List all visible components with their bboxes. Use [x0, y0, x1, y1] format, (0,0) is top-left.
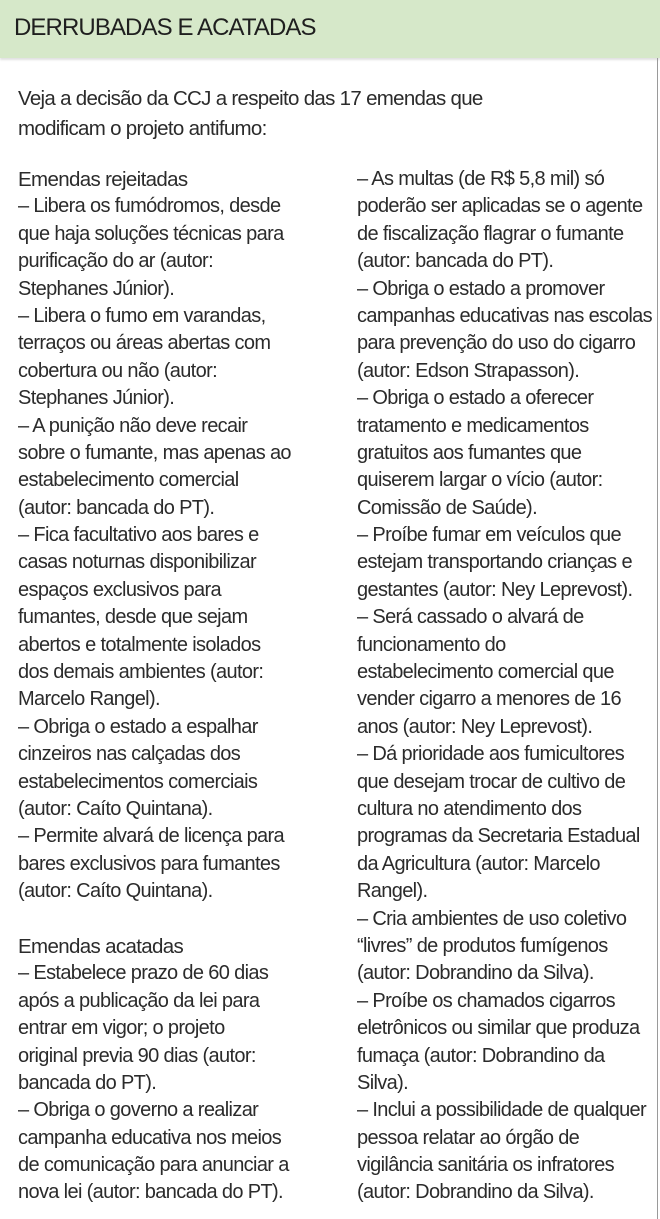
amendment-line: gestantes (autor: Ney Leprevost).	[357, 578, 633, 601]
amendment-line: – Obriga o estado a oferecer	[357, 387, 594, 410]
amendment-line: poderão ser aplicadas se o agente	[357, 195, 643, 218]
amendment-line: Rangel).	[357, 880, 428, 903]
amendment-line: (autor: Caíto Quintana).	[18, 880, 213, 903]
amendment-line: (autor: bancada do PT).	[18, 496, 215, 519]
amendment-item	[18, 823, 348, 905]
rejected-heading: Emendas rejeitadas	[18, 168, 188, 191]
amendment-line: terraços ou áreas abertas com	[18, 332, 271, 355]
amendment-line: – Fica facultativo aos bares e	[18, 524, 259, 547]
amendment-item	[18, 714, 348, 824]
amendment-line: – Inclui a possibilidade de qualquer	[357, 1099, 647, 1122]
amendment-line: – Cria ambientes de uso coletivo	[357, 907, 627, 930]
amendment-item	[357, 276, 660, 386]
amendment-item	[357, 166, 660, 276]
amendment-item	[357, 522, 660, 604]
amendment-line: vigilância sanitária os infratores	[357, 1154, 614, 1177]
spacer	[18, 906, 348, 933]
amendment-line: bancada do PT).	[18, 1071, 157, 1094]
amendment-line: – Obriga o estado a promover	[357, 277, 605, 300]
amendment-line: (autor: Dobrandino da Silva).	[357, 1181, 594, 1204]
amendment-line: de fiscalização flagrar o fumante	[357, 222, 624, 245]
amendment-line: estejam transportando crianças e	[357, 551, 632, 574]
amendment-line: Marcelo Rangel).	[18, 688, 160, 711]
amendment-line: vender cigarro a menores de 16	[357, 688, 621, 711]
accepted-list-left	[18, 960, 348, 1207]
amendment-line: entrar em vigor; o projeto	[18, 1017, 225, 1040]
amendment-line: após a publicação da lei para	[18, 989, 260, 1012]
amendment-line: dos demais ambientes (autor:	[18, 661, 264, 684]
amendment-line: – Dá prioridade aos fumicultores	[357, 743, 625, 766]
amendment-line: estabelecimentos comerciais	[18, 770, 258, 793]
amendment-line: cobertura ou não (autor:	[18, 359, 217, 382]
amendment-line: da Agricultura (autor: Marcelo	[357, 852, 600, 875]
section-header	[0, 0, 660, 58]
amendment-line: Comissão de Saúde).	[357, 496, 537, 519]
amendment-line: de comunicação para anunciar a	[18, 1154, 289, 1177]
amendment-item	[357, 385, 660, 522]
amendment-line: para prevenção do uso do cigarro	[357, 332, 636, 355]
right-column	[357, 166, 660, 1207]
amendment-line: – As multas (de R$ 5,8 mil) só	[357, 168, 605, 190]
amendment-line: fumantes, desde que sejam	[18, 606, 248, 629]
amendment-item	[18, 303, 348, 413]
amendment-line: que desejam trocar de cultivo de	[357, 770, 626, 793]
amendment-line: – Proíbe fumar em veículos que	[357, 524, 621, 547]
amendment-line: anos (autor: Ney Leprevost).	[357, 715, 593, 738]
amendment-item	[18, 960, 348, 1097]
amendment-line: estabelecimento comercial	[18, 469, 239, 492]
amendment-line: abertos e totalmente isolados	[18, 633, 261, 656]
accepted-heading: Emendas acatadas	[18, 934, 184, 958]
amendment-item	[357, 988, 660, 1098]
amendment-line: – Obriga o governo a realizar	[18, 1099, 259, 1122]
amendment-line: quiserem largar o vício (autor:	[357, 469, 603, 492]
amendment-line: estabelecimento comercial que	[357, 661, 614, 684]
amendment-item	[18, 193, 348, 303]
amendment-item	[357, 906, 660, 988]
amendment-line: Silva).	[357, 1071, 409, 1094]
amendment-line: (autor: Dobrandino da Silva).	[357, 962, 594, 985]
amendment-line: casas noturnas disponibilizar	[18, 551, 256, 574]
accepted-list-right	[357, 166, 660, 1207]
amendment-item	[18, 522, 348, 714]
amendment-line: bares exclusivos para fumantes	[18, 852, 280, 875]
amendment-line: eletrônicos ou similar que produza	[357, 1017, 640, 1040]
box-title: DERRUBADAS E ACATADAS	[14, 14, 316, 41]
left-column	[18, 166, 348, 1207]
amendment-item	[357, 604, 660, 741]
amendment-line: tratamento e medicamentos	[357, 414, 589, 437]
amendment-line: – A punição não deve recair	[18, 414, 248, 437]
amendment-line: – Proíbe os chamados cigarros	[357, 989, 615, 1012]
amendment-line: – Libera o fumo em varandas,	[18, 304, 266, 327]
rejected-list	[18, 193, 348, 905]
amendment-line: Stephanes Júnior).	[18, 277, 175, 300]
amendment-item	[357, 741, 660, 905]
amendment-line: fumaça (autor: Dobrandino da	[357, 1044, 605, 1067]
amendment-line: sobre o fumante, mas apenas ao	[18, 441, 291, 464]
amendment-line: cultura no atendimento dos	[357, 797, 582, 820]
amendment-line: que haja soluções técnicas para	[18, 222, 284, 245]
amendment-line: (autor: Caíto Quintana).	[18, 797, 213, 820]
intro-line: Veja a decisão da CCJ a respeito das 17 emendas que	[18, 87, 483, 110]
amendment-line: – Será cassado o alvará de	[357, 606, 584, 629]
intro-line: modificam o projeto antifumo:	[18, 117, 267, 140]
intro-text	[18, 84, 483, 144]
amendment-line: Stephanes Júnior).	[18, 387, 175, 410]
amendment-line: cinzeiros nas calçadas dos	[18, 743, 241, 766]
amendment-line: purificação do ar (autor:	[18, 250, 213, 273]
amendment-line: original previa 90 dias (autor:	[18, 1044, 256, 1067]
amendment-line: (autor: bancada do PT).	[357, 250, 554, 273]
amendment-line: gratuitos aos fumantes que	[357, 441, 582, 464]
amendment-item	[357, 1097, 660, 1207]
amendment-line: – Obriga o estado a espalhar	[18, 715, 258, 738]
amendment-line: espaços exclusivos para	[18, 578, 221, 601]
amendment-line: (autor: Edson Strapasson).	[357, 359, 580, 382]
amendment-item	[18, 1097, 348, 1207]
amendment-line: funcionamento do	[357, 633, 506, 656]
amendment-line: – Estabelece prazo de 60 dias	[18, 962, 269, 985]
amendment-item	[18, 413, 348, 523]
amendment-line: programas da Secretaria Estadual	[357, 825, 640, 848]
amendment-line: – Libera os fumódromos, desde	[18, 195, 281, 218]
amendment-line: “livres” de produtos fumígenos	[357, 934, 608, 957]
amendment-line: campanhas educativas nas escolas	[357, 304, 652, 327]
amendment-line: nova lei (autor: bancada do PT).	[18, 1181, 283, 1204]
amendment-line: campanha educativa nos meios	[18, 1126, 282, 1149]
amendment-line: – Permite alvará de licença para	[18, 825, 285, 848]
amendment-line: pessoa relatar ao órgão de	[357, 1126, 580, 1149]
